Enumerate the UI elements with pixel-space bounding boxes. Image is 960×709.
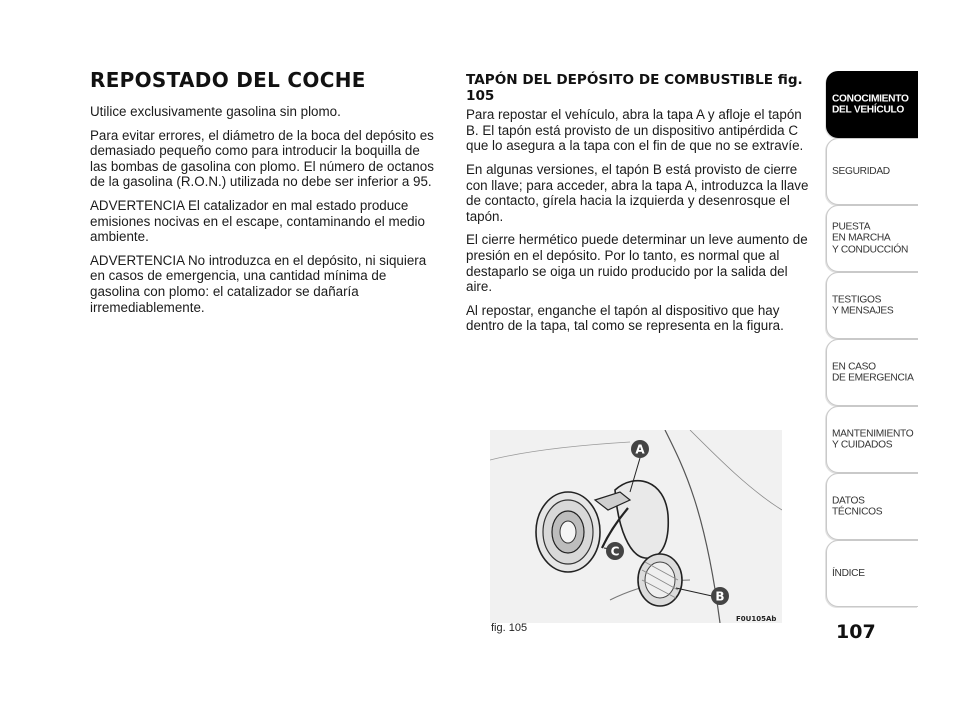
sidebar-item-label: TESTIGOS Y MENSAJES xyxy=(832,293,894,317)
sidebar-item-mantenimiento[interactable] xyxy=(826,406,918,473)
sidebar-item-label: EN CASO DE EMERGENCIA xyxy=(832,360,914,384)
paragraph: El cierre hermético puede determinar un leve aumento de presión en el depósito. Por lo tanto, es normal que al destaparlo se oiga un ruido producido por la salida del aire. xyxy=(466,232,808,295)
chapter-sidebar xyxy=(826,71,918,607)
figure-code: F0U105Ab xyxy=(736,615,777,623)
fuel-cap-section xyxy=(466,73,812,342)
fuel-cap-illustration xyxy=(490,430,782,623)
callout-b: B xyxy=(715,589,725,604)
paragraph: ADVERTENCIA El catalizador en mal estado produce emisiones nocivas en el escape, contaminando el medio ambiente. xyxy=(90,197,425,245)
sidebar-item-label: MANTENIMIENTO Y CUIDADOS xyxy=(832,427,914,451)
paragraph: Para evitar errores, el diámetro de la boca del depósito es demasiado pequeño como para introducir la boquilla de las bombas de gasolina con plomo. El número de octanos de la gasolina (R.O.N.) utilizada no debe ser inferior a 95. xyxy=(90,127,434,190)
sidebar-item-emergencia[interactable] xyxy=(826,339,918,406)
sidebar-item-testigos[interactable] xyxy=(826,272,918,339)
sidebar-item-puesta-en-marcha[interactable] xyxy=(826,205,918,272)
sidebar-item-label: PUESTA EN MARCHA Y CONDUCCIÓN xyxy=(832,221,909,256)
sidebar-item-label: DATOS TÉCNICOS xyxy=(832,494,883,518)
sidebar-item-datos-tecnicos[interactable] xyxy=(826,473,918,540)
subsection-title: TAPÓN DEL DEPÓSITO DE COMBUSTIBLE fig. 105 xyxy=(466,72,803,104)
section-title: REPOSTADO DEL COCHE xyxy=(90,68,366,92)
sidebar-item-conocimiento[interactable] xyxy=(826,71,918,138)
sidebar-item-seguridad[interactable] xyxy=(826,138,918,205)
callout-c: C xyxy=(610,544,620,559)
page-number: 107 xyxy=(836,621,876,643)
refueling-section xyxy=(90,68,438,323)
callout-a: A xyxy=(635,442,645,457)
paragraph: Utilice exclusivamente gasolina sin plomo. xyxy=(90,104,341,119)
paragraph: Para repostar el vehículo, abra la tapa A y afloje el tapón B. El tapón está provisto de un dispositivo antipérdida C que lo asegura a la tapa con el fin de que no se extravíe. xyxy=(466,107,804,154)
sidebar-item-label: SEGURIDAD xyxy=(832,165,890,177)
paragraph: En algunas versiones, el tapón B está provisto de cierre con llave; para acceder, abra la tapa A, introduzca la llave de contacto, gírela hacia la izquierda y desenrosque el tapón. xyxy=(466,161,809,224)
sidebar-item-label: CONOCIMIENTO DEL VEHÍCULO xyxy=(832,92,909,116)
paragraph: ADVERTENCIA No introduzca en el depósito, ni siquiera en casos de emergencia, una cantidad mínima de gasolina con plomo: el catalizador se dañaría irremediablemente. xyxy=(90,252,427,315)
paragraph: Al repostar, enganche el tapón al dispositivo que hay dentro de la tapa, tal como se representa en la figura. xyxy=(466,302,784,334)
figure-caption: fig. 105 xyxy=(491,622,528,634)
sidebar-item-indice[interactable] xyxy=(826,540,918,607)
sidebar-item-label: ÍNDICE xyxy=(832,567,865,579)
